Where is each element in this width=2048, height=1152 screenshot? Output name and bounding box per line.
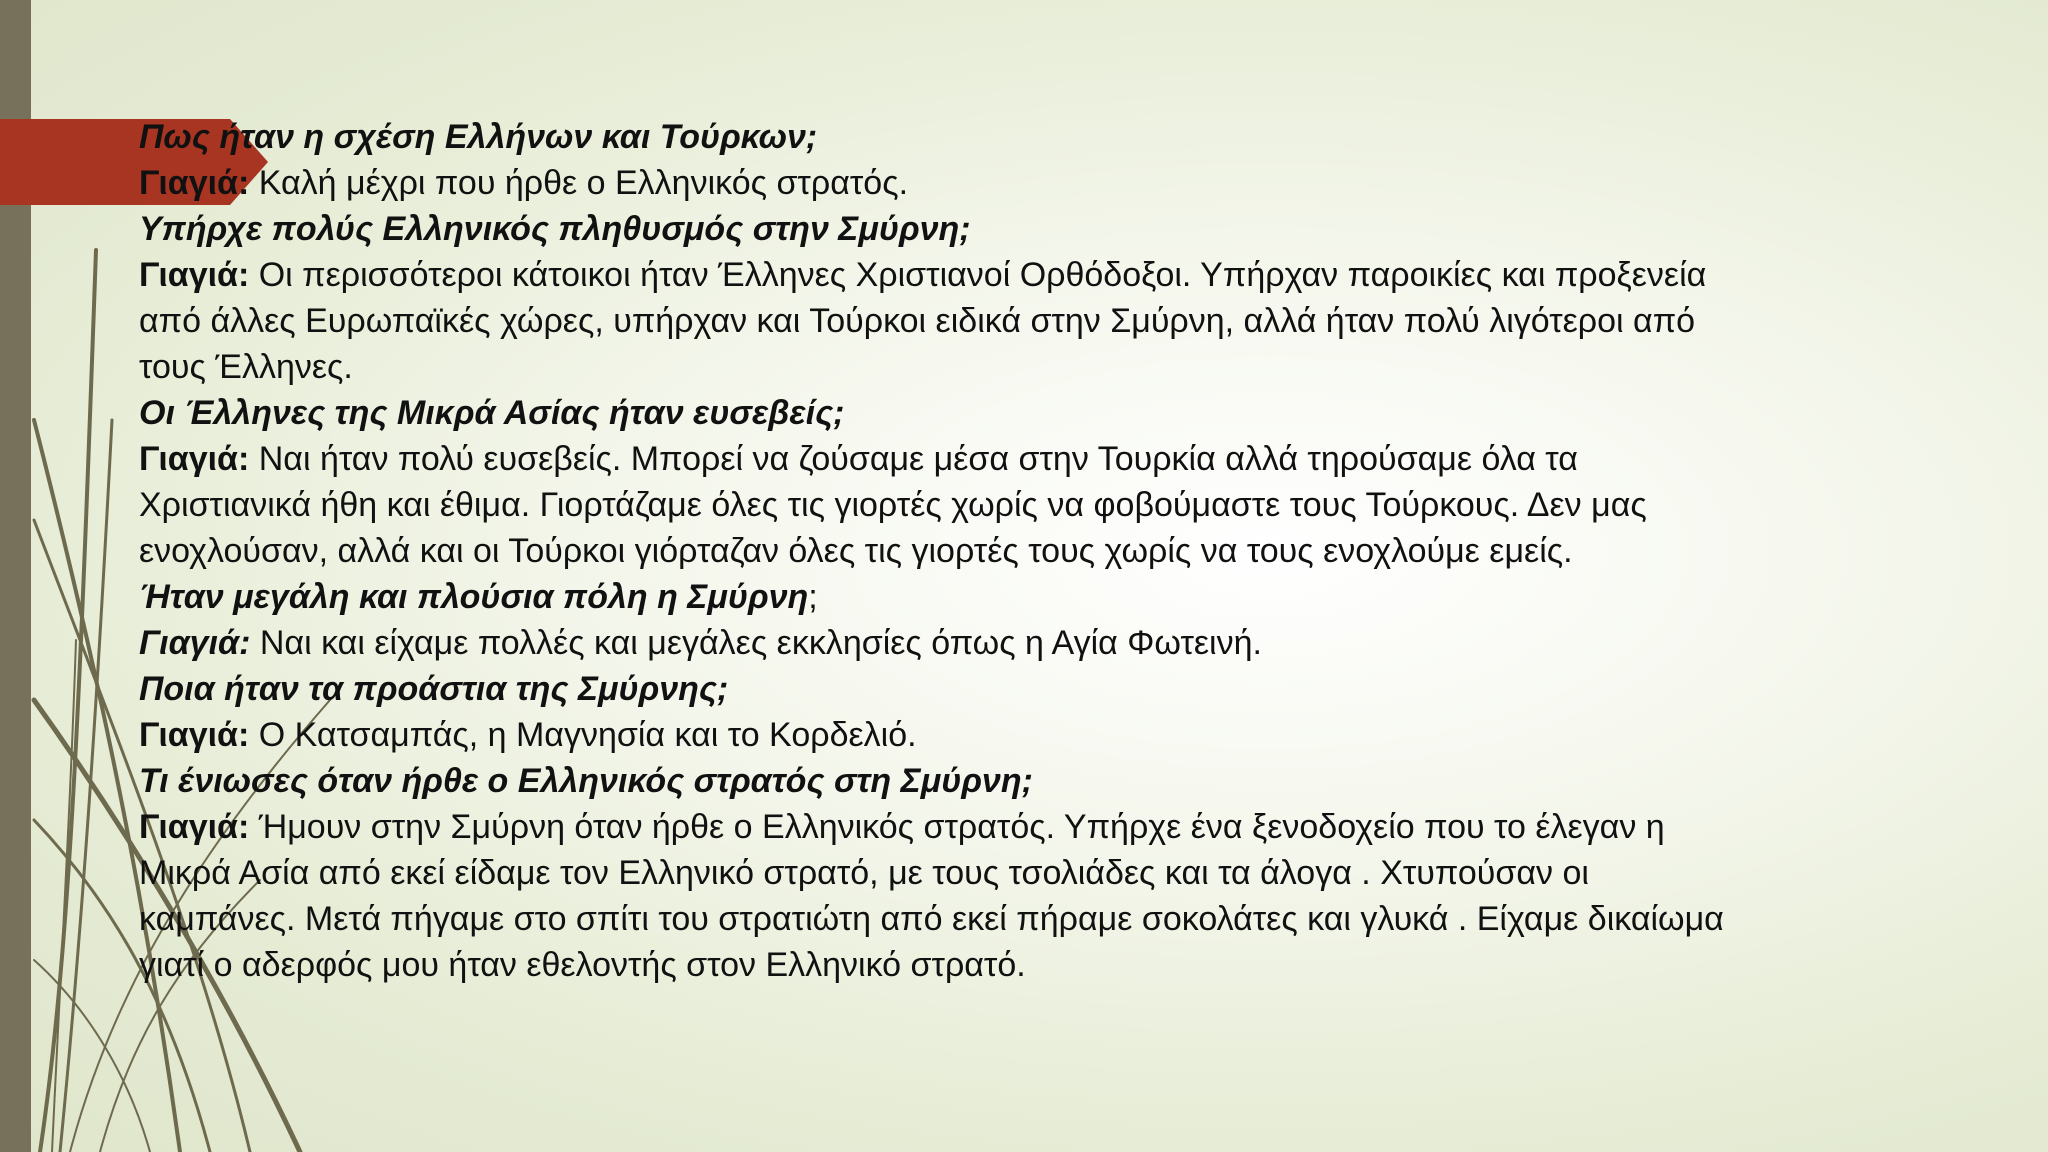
- answer-line: [139, 436, 1939, 482]
- answer-label: Γιαγιά:: [139, 440, 250, 478]
- question-line: Οι Έλληνες της Μικρά Ασίας ήταν ευσεβείς;: [139, 394, 845, 432]
- answer-text: Ήμουν στην Σμύρνη όταν ήρθε ο Ελληνικός στρατός. Υπήρχε ένα ξενοδοχείο που το έλεγαν η: [249, 808, 1665, 846]
- answer-line: [139, 252, 1939, 298]
- question-line: Ποια ήταν τα προάστια της Σμύρνης;: [139, 670, 729, 708]
- text-line: από άλλες Ευρωπαϊκές χώρες, υπήρχαν και Τούρκοι ειδικά στην Σμύρνη, αλλά ήταν πολύ λιγότεροι από: [139, 302, 1696, 340]
- question-text: Ήταν μεγάλη και πλούσια πόλη η Σμύρνη: [139, 578, 809, 616]
- question-line: Τι ένιωσες όταν ήρθε ο Ελληνικός στρατός στη Σμύρνη;: [139, 762, 1033, 800]
- answer-line: [139, 160, 1939, 206]
- question-line: [139, 574, 1939, 620]
- slide-text: [139, 114, 1939, 988]
- answer-text: Ο Κατσαμπάς, η Μαγνησία και το Κορδελιό.: [249, 716, 917, 754]
- text-line: Χριστιανικά ήθη και έθιμα. Γιορτάζαμε όλες τις γιορτές χωρίς να φοβούμαστε τους Τούρκους. Δεν μας: [139, 486, 1647, 524]
- answer-label: Γιαγιά:: [139, 256, 250, 294]
- question-suffix: ;: [808, 578, 818, 616]
- answer-text: Καλή μέχρι που ήρθε ο Ελληνικός στρατός.: [249, 164, 909, 202]
- question-line: Υπήρχε πολύς Ελληνικός πληθυσμός στην Σμύρνη;: [139, 210, 971, 248]
- text-line: Μικρά Ασία από εκεί είδαμε τον Ελληνικό στρατό, με τους τσολιάδες και τα άλογα . Χτυπούσαν οι: [139, 854, 1589, 892]
- answer-label: Γιαγιά:: [139, 716, 250, 754]
- text-line: καμπάνες. Μετά πήγαμε στο σπίτι του στρατιώτη από εκεί πήραμε σοκολάτες και γλυκά . Είχαμε δικαίωμα: [139, 900, 1724, 938]
- answer-label: Γιαγιά:: [139, 624, 251, 662]
- answer-line: [139, 620, 1939, 666]
- answer-text: Οι περισσότεροι κάτοικοι ήταν Έλληνες Χριστιανοί Ορθόδοξοι. Υπήρχαν παροικίες και προξενεία: [249, 256, 1707, 294]
- question-line: Πως ήταν η σχέση Ελλήνων και Τούρκων;: [139, 118, 818, 156]
- text-line: γιατί ο αδερφός μου ήταν εθελοντής στον Ελληνικό στρατό.: [139, 946, 1026, 984]
- answer-text: Ναι και είχαμε πολλές και μεγάλες εκκλησίες όπως η Αγία Φωτεινή.: [250, 624, 1262, 662]
- answer-label: Γιαγιά:: [139, 808, 250, 846]
- answer-label: Γιαγιά:: [139, 164, 250, 202]
- text-line: τους Έλληνες.: [139, 348, 353, 386]
- text-line: ενοχλούσαν, αλλά και οι Τούρκοι γιόρταζαν όλες τις γιορτές τους χωρίς να τους ενοχλούμε εμείς.: [139, 532, 1573, 570]
- answer-line: [139, 712, 1939, 758]
- answer-text: Ναι ήταν πολύ ευσεβείς. Μπορεί να ζούσαμε μέσα στην Τουρκία αλλά τηρούσαμε όλα τα: [249, 440, 1578, 478]
- answer-line: [139, 804, 1939, 850]
